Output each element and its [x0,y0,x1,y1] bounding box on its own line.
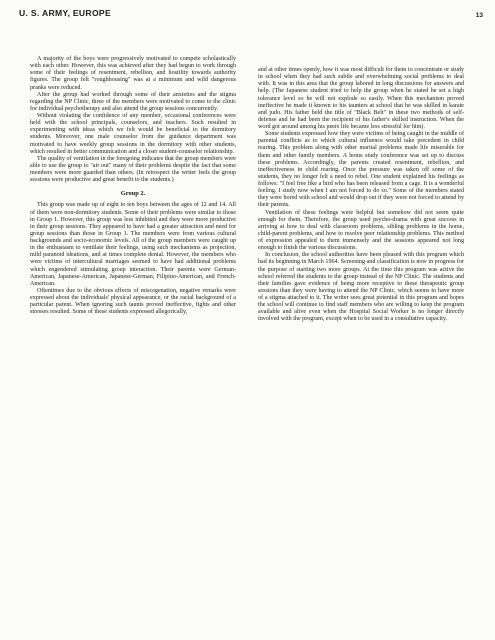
page-number: 13 [475,12,483,19]
running-head: U. S. ARMY, EUROPE [19,8,111,18]
paragraph: This group was made up of eight to ten boys between the ages of 12 and 14. All of them were non-dormitory students. Some of their problems were similar to those in Group 1. However, this group was less inhibited and they were more productive in their group sessions. They appeared to have had a greater attraction and need for group sessions than those in Group 1. The members were from various cultural backgrounds and socio-economic levels. All of the group members were caught up in the enthusiasm to ventilate their feelings, using such mechanisms as projection, mild paranoid ideations, and at times complete denial. However, the members who were victims of intercultural marriages seemed to have had additional problems which engendered stimulating group interaction. Their parents were German-American, Japanese-American, Japanese-German, Filipino-American, and French-American. [30,202,236,287]
page-header [19,8,483,22]
paragraph: The quality of ventilation in the foregoing indicates that the group members were able to use the group to "air out" many of their problems despite the fact that some members were more guarded than others. (In retrospect the writer feels the group sessions were productive and great benefit to the students.) [30,155,236,184]
paragraph: A majority of the boys were progressively motivated to compete scholastically with each other. However, this was achieved after they had begun to work through some of their feelings of resentment, rebellion, and hostility towards authority figures. The group felt "roughhousing" was at a minimum and wild dangerous pranks were reduced. [30,56,236,91]
paragraph: Without violating the confidence of any member, occasional conferences were held with the school principals, counselors, and teachers. Such resulted in experimenting with ideas which we felt would be beneficial to the dormitory students. Moreover, one male counselor from the guidance department was motivated to have weekly group sessions in the dormitory with other students, which resulted in better communication and a closer student-counselor relationship. [30,113,236,155]
paragraph: Oftentimes due to the obvious effects of miscegenation, negative remarks were expressed about the individuals' physical appearance, or the racial background of a particular parent. When ignoring such taunts proved ineffective, fights and other stresses resulted. Some of these students expressed allegorically, [30,287,236,316]
section-heading: Group 2. [120,190,146,198]
paragraph: Ventilation of these feelings were helpful but somehow did not seem quite enough for them. Therefore, the group used psycho-drama with great success in arriving at how to deal with classroom problems, sibling problems in the home, child-parent problems, and how to resolve peer relationship problems. This method of expression appealed to them immensely and the sessions appeared not long enough to finish the various discussions. [258,209,464,252]
paragraph: In conclusion, the school authorities have been pleased with this program which had its beginning in March 1964. Screening and classification is now in progress for the purpose of starting two more groups. At the time this program was active the school referred the students to the group instead of the NP Clinic. The students and their families gave evidence of being more receptive to these therapeutic group sessions than they were having to attend the NP Clinic, which seems to have more of a stigma attached to it. The writer sees great potential in this program and hopes the school will continue to find staff members who are willing to keep the program available and alive even when the Hospital Social Worker is no longer directly involved with the program, except when to be used in a consultative capacity. [258,252,464,323]
paragraph: and at other times openly, how it was most difficult for them to concentrate or study in school when they had such subtle and overwhelming social problems to deal with. It was in this area that the group labored in long discussions for answers and help. (The Japanese student tried to help the group when he stated he set a high tolerance level so he will not explode so easily. When this mechanism proved ineffective he made it known to his taunters at school that he was skilled in karate and judo. His father held the title of "Black Belt" in these two methods of self-defense and he had been the recipient of his father's skilled instruction. When the word got around among his peers life became less stressful for him). [258,67,464,130]
left-column [30,56,236,316]
paragraph: After the group had worked through some of their anxieties and the stigma regarding the NP Clinic, three of the members were motivated to come to the clinic for individual psychotherapy and also attend the group sessions concurrently. [30,91,236,112]
paragraph: Some students expressed how they were victims of being caught in the middle of parental conflicts as to which cultural influence would take precedent in child rearing. This problem along with other marital problems made life miserable for them and other family members. A home study conference was set up to discuss these problems. Accordingly, the parents created resentment, rebellion, and ineffectiveness in child rearing. Once the pressure was taken off some of the students, they no longer felt a need to rebel. One student explained his feelings as follows: "I feel free like a bird who has been released from a cage. It is a wonderful feeling. I study now when I am not forced to do so." Some of the members stated they were bored with school and would drop out if they were not forced to attend by their parents. [258,131,464,209]
right-column [258,67,464,324]
